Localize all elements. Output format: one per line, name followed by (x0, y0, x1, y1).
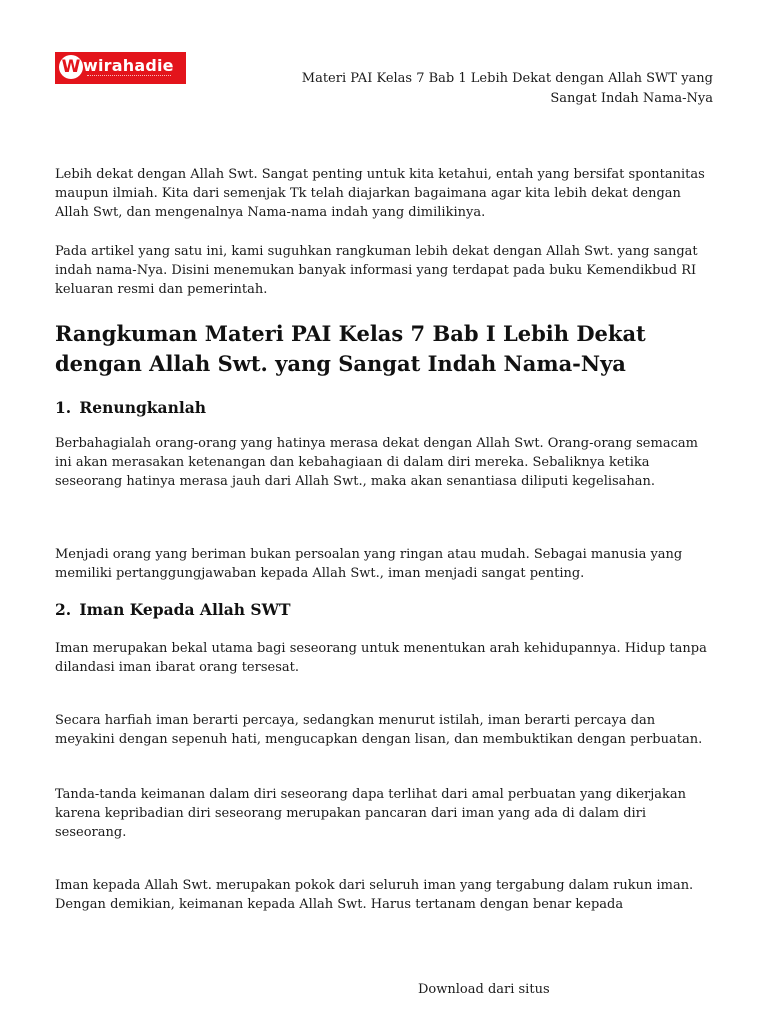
header-title (262, 69, 713, 109)
logo-tagline (87, 75, 171, 79)
section-number: 2. (55, 600, 72, 619)
site-logo[interactable] (55, 52, 186, 84)
section2-paragraph-3: Tanda-tanda keimanan dalam diri seseorang dapa terlihat dari amal perbuatan yang dikerjakan karena kepribadian diri seseorang merupakan pancaran dari iman yang ada di dalam diri seseorang. (55, 787, 687, 840)
section-number: 1. (55, 398, 72, 417)
section1-paragraph-2: Menjadi orang yang beriman bukan persoalan yang ringan atau mudah. Sebagai manusia yang memiliki pertanggungjawaban kepada Allah Swt., iman menjadi sangat penting. (55, 547, 683, 581)
header-title-line2: Sangat Indah Nama-Nya (550, 91, 713, 106)
logo-text: wirahadie (83, 56, 174, 75)
intro-section (55, 165, 715, 299)
intro-paragraph-2: Pada artikel yang satu ini, kami suguhkan rangkuman lebih dekat dengan Allah Swt. yang sangat indah nama-Nya. Disini menemukan banyak informasi yang terdapat pada buku Kemendikbud RI keluaran resmi dan pemerintah. (55, 244, 698, 297)
section-title: Iman Kepada Allah SWT (79, 600, 291, 619)
section-title: Renungkanlah (79, 398, 207, 417)
footer-download-text: Download dari situs (418, 982, 550, 997)
header-title-line1: Materi PAI Kelas 7 Bab 1 Lebih Dekat dengan Allah SWT yang (301, 71, 713, 86)
main-heading: Rangkuman Materi PAI Kelas 7 Bab I Lebih Dekat dengan Allah Swt. yang Sangat Indah Nama-Nya (55, 321, 646, 376)
section2-paragraph-2: Secara harfiah iman berarti percaya, sedangkan menurut istilah, iman berarti percaya dan meyakini dengan sepenuh hati, mengucapkan dengan lisan, dan membuktikan dengan perbuatan. (55, 713, 703, 747)
intro-paragraph-1: Lebih dekat dengan Allah Swt. Sangat penting untuk kita ketahui, entah yang bersifat spontanitas maupun ilmiah. Kita dari semenjak Tk telah diajarkan bagaimana agar kita lebih dekat dengan Allah Swt, dan mengenalnya Nama-nama indah yang dimilikinya. (55, 167, 705, 220)
logo-mark-icon: W (59, 55, 83, 79)
section2-paragraph-4: Iman kepada Allah Swt. merupakan pokok dari seluruh iman yang tergabung dalam rukun iman. Dengan demikian, keimanan kepada Allah Swt. Harus tertanam dengan benar kepada (55, 878, 694, 912)
section1-paragraph-1: Berbahagialah orang-orang yang hatinya merasa dekat dengan Allah Swt. Orang-orang semacam ini akan merasakan ketenangan dan kebahagiaan di dalam diri mereka. Sebaliknya ketika seseorang hatinya merasa jauh dari Allah Swt., maka akan senantiasa diliputi kegelisahan. (55, 436, 698, 489)
section-heading-1 (55, 398, 206, 418)
section-heading-2 (55, 600, 291, 620)
section2-paragraph-1: Iman merupakan bekal utama bagi seseorang untuk menentukan arah kehidupannya. Hidup tanpa dilandasi iman ibarat orang tersesat. (55, 641, 707, 675)
